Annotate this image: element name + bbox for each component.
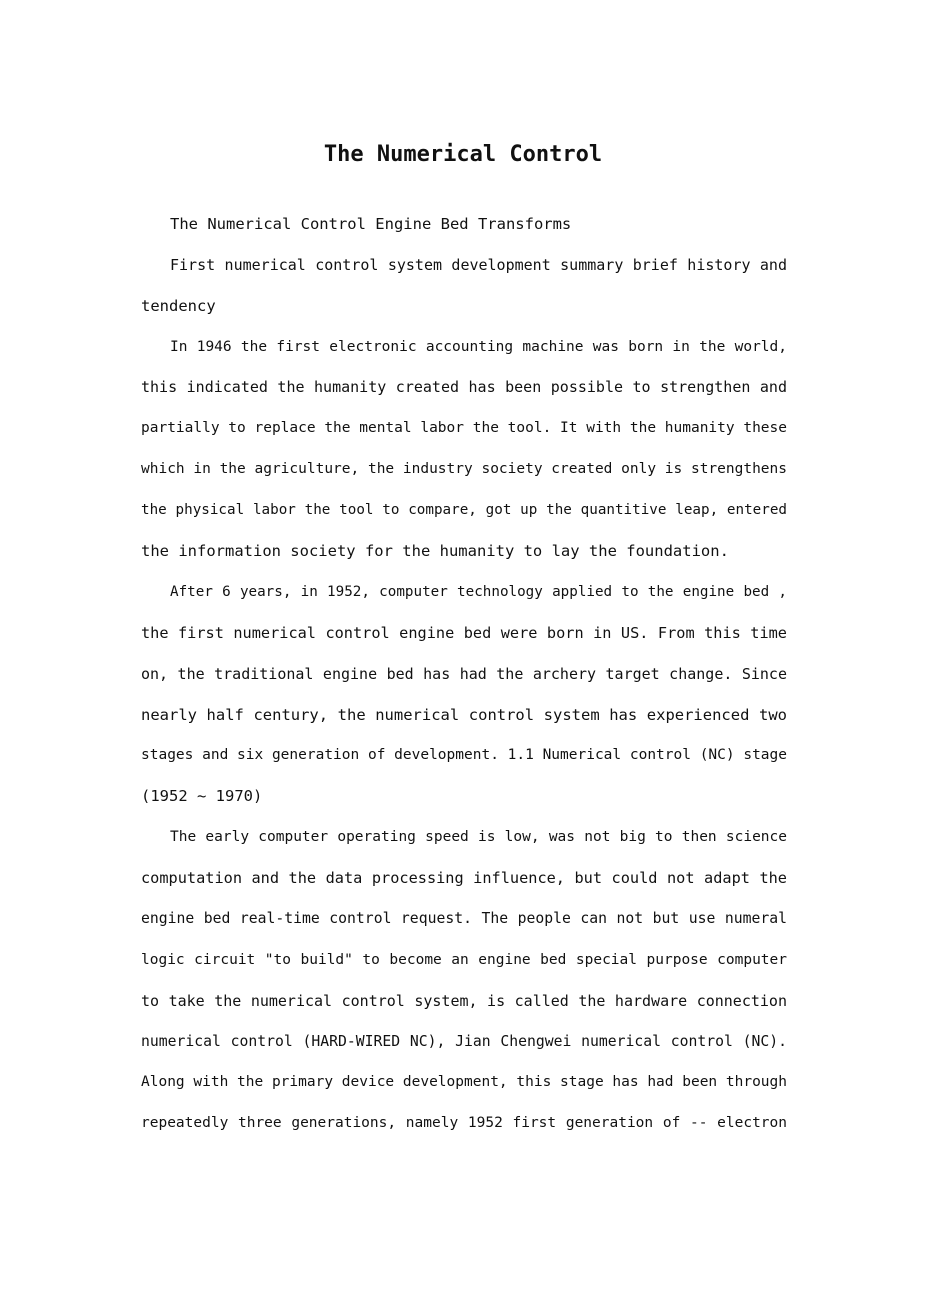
text-line: The early computer operating speed is low, was not big to then science bbox=[170, 829, 787, 845]
text-line: stages and six generation of development. 1.1 Numerical control (NC) stage bbox=[141, 747, 788, 763]
text-line: partially to replace the mental labor the tool. It with the humanity these bbox=[141, 420, 788, 436]
subtitle-line: The Numerical Control Engine Bed Transforms bbox=[170, 215, 572, 233]
text-line: to take the numerical control system, is called the hardware connection bbox=[141, 992, 787, 1010]
text-line: computation and the data processing influence, but could not adapt the bbox=[141, 869, 787, 887]
text-line: the first numerical control engine bed were born in US. From this time bbox=[141, 624, 787, 642]
text-line: In 1946 the first electronic accounting machine was born in the world, bbox=[170, 339, 787, 355]
text-line: (1952 ~ 1970) bbox=[141, 787, 263, 805]
text-line: which in the agriculture, the industry society created only is strengthens bbox=[141, 461, 788, 477]
text-line: numerical control (HARD-WIRED NC), Jian Chengwei numerical control (NC). bbox=[141, 1033, 787, 1050]
text-line: the physical labor the tool to compare, got up the quantitive leap, entered bbox=[141, 502, 787, 518]
text-line: After 6 years, in 1952, computer technology applied to the engine bed , bbox=[170, 584, 787, 600]
text-line: engine bed real-time control request. The people can not but use numeral bbox=[141, 910, 787, 927]
text-line: this indicated the humanity created has been possible to strengthen and bbox=[141, 378, 787, 396]
text-line: the information society for the humanity to lay the foundation. bbox=[141, 542, 729, 560]
text-line: tendency bbox=[141, 297, 216, 315]
text-line: repeatedly three generations, namely 1952 first generation of -- electron bbox=[141, 1115, 787, 1131]
text-line: Along with the primary device development, this stage has had been through bbox=[141, 1074, 788, 1090]
text-line: First numerical control system development summary brief history and bbox=[170, 256, 787, 274]
text-line: on, the traditional engine bed has had the archery target change. Since bbox=[141, 665, 787, 683]
text-line: nearly half century, the numerical control system has experienced two bbox=[141, 706, 787, 724]
document-title: The Numerical Control bbox=[323, 142, 603, 167]
text-line: logic circuit "to build" to become an engine bed special purpose computer bbox=[141, 952, 787, 968]
